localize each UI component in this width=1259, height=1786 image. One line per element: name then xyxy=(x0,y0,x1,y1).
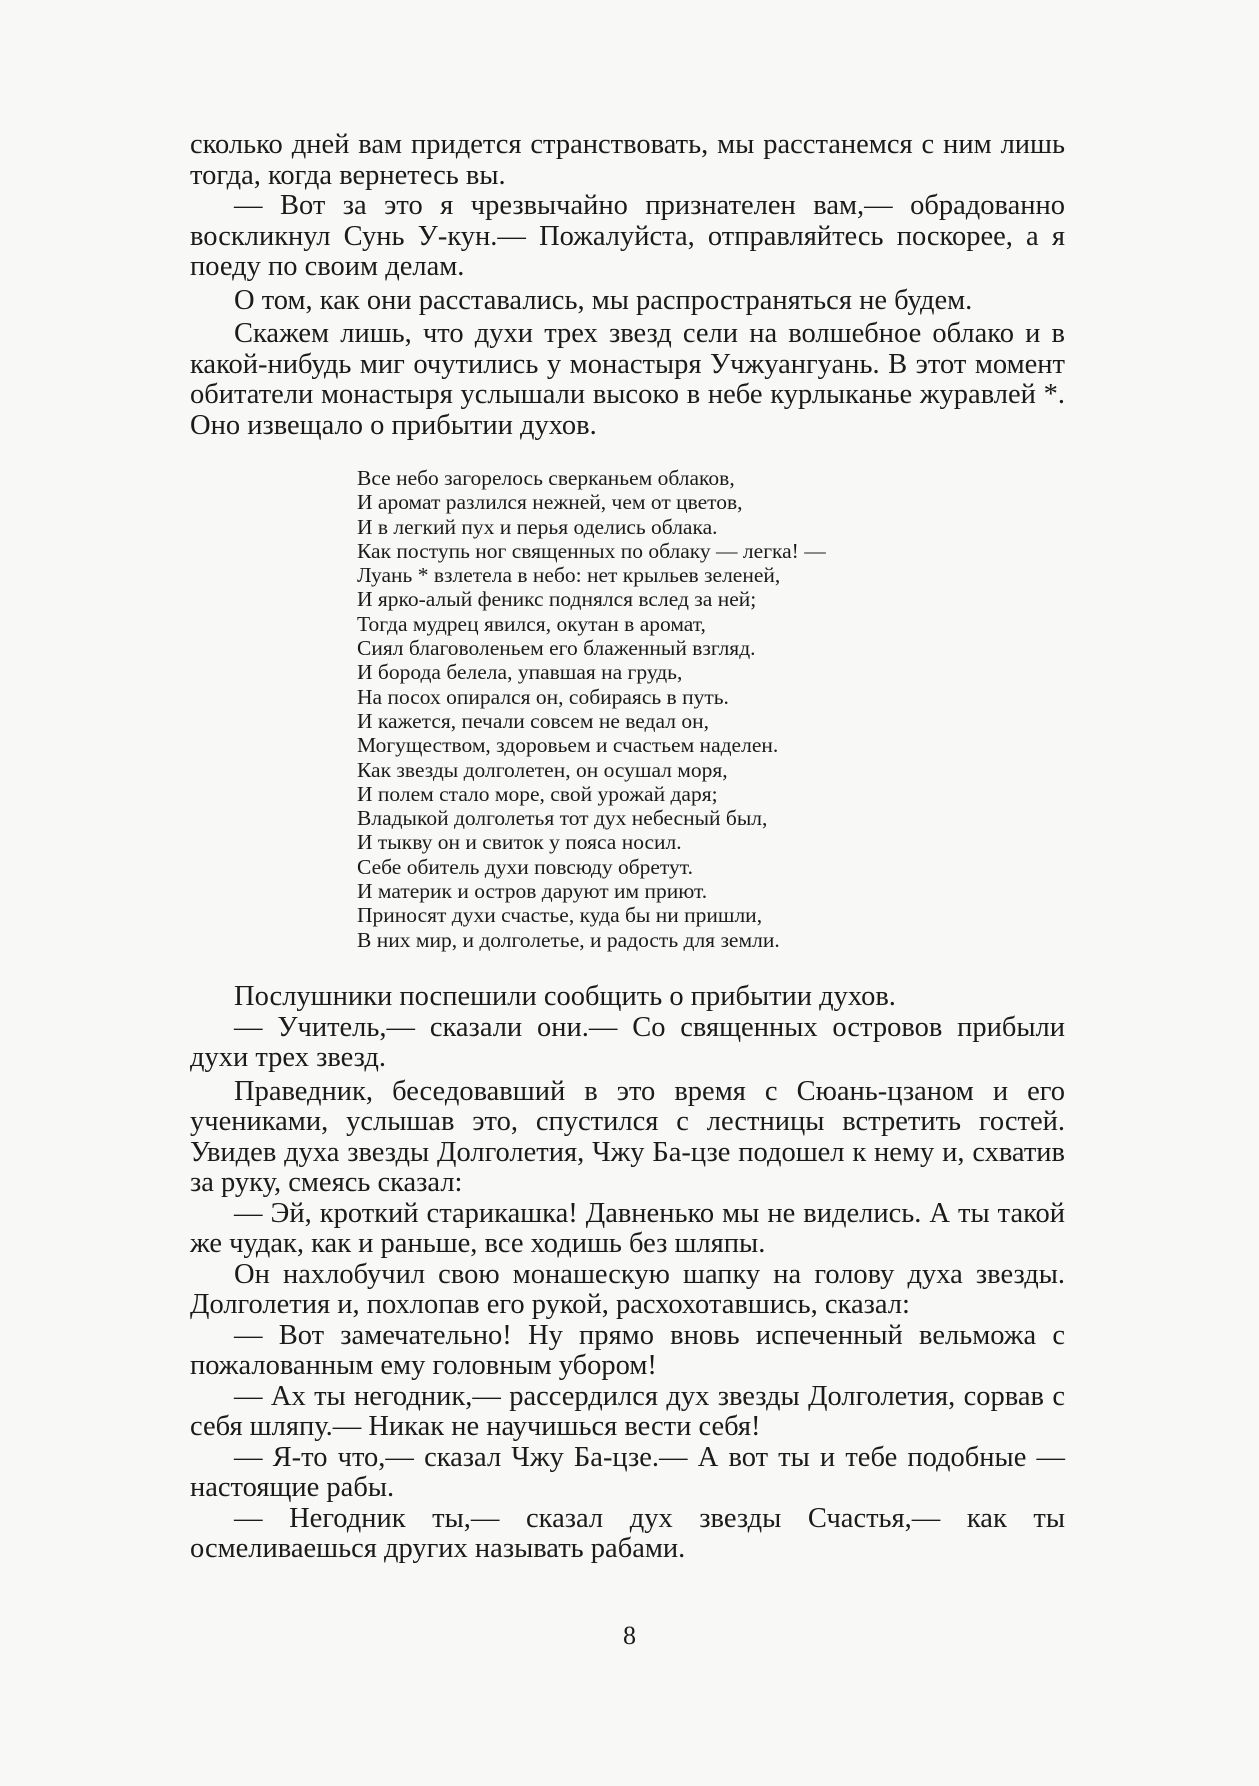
paragraph: — Негодник ты,— сказал дух звезды Счастья,— как ты осмеливаешься других называть рабами. xyxy=(190,1502,1065,1564)
poem-line: И кажется, печали совсем не ведал он, xyxy=(357,708,709,733)
paragraph: — Ах ты негодник,— рассердился дух звезды Долголетия, сорвав с себя шляпу.— Никак не научишься вести себя! xyxy=(190,1380,1065,1442)
poem-line: Все небо загорелось сверканьем облаков, xyxy=(357,466,735,490)
paragraph: Он нахлобучил свою монашескую шапку на голову духа звезды. Долголетия и, похлопав его рукой, расхохотавшись, сказал: xyxy=(190,1258,1065,1320)
paragraph: сколько дней вам придется странствовать, мы расстанемся с ним лишь тогда, когда вернетесь вы. xyxy=(190,129,1065,191)
poem-line: Владыкой долголетья тот дух небесный был, xyxy=(357,806,768,831)
paragraph: — Я-то что,— сказал Чжу Ба-цзе.— А вот ты и тебе подобные — настоящие рабы. xyxy=(190,1441,1065,1503)
poem-line: Как поступь ног священных по облаку — легка! — xyxy=(357,538,826,563)
text-block-bottom xyxy=(190,982,1065,1565)
poem-line: Как звезды долголетен, он осушал моря, xyxy=(357,757,728,782)
text-block-top xyxy=(190,130,1065,441)
paragraph: Скажем лишь, что духи трех звезд сели на волшебное облако и в какой-нибудь миг очутились у монастыря Учжуангуань. В этот момент обитатели монастыря услышали высоко в небе курлыканье журавлей *. Оно извещало о прибытии духов. xyxy=(190,318,1065,441)
poem-line: И тыкву он и свиток у пояса носил. xyxy=(357,830,682,855)
poem-line: Луань * взлетела в небо: нет крыльев зеленей, xyxy=(357,563,781,588)
poem-line: И аромат разлился нежней, чем от цветов, xyxy=(357,490,743,515)
poem-line: И в легкий пух и перья оделись облака. xyxy=(357,514,718,539)
paragraph: Послушники поспешили сообщить о прибытии духов. xyxy=(234,981,896,1012)
paragraph: — Учитель,— сказали они.— Со священных островов прибыли духи трех звезд. xyxy=(190,1011,1065,1073)
poem-line: Приносят духи счастье, куда бы ни пришли, xyxy=(357,903,763,928)
poem xyxy=(357,466,957,952)
poem-line: Тогда мудрец явился, окутан в аромат, xyxy=(357,611,706,636)
poem-line: И ярко-алый феникс поднялся вслед за ней; xyxy=(357,587,757,612)
poem-line: Могуществом, здоровьем и счастьем наделен. xyxy=(357,733,779,758)
poem-line: Себе обитель духи повсюду обретут. xyxy=(357,854,693,879)
poem-line: И полем стало море, свой урожай даря; xyxy=(357,781,718,806)
paragraph: Праведник, беседовавший в это время с Сюань-цзаном и его учениками, услышав это, спустился с лестницы встретить гостей. Увидев духа звезды Долголетия, Чжу Ба-цзе подошел к нему и, схватив за руку, смеясь сказал: xyxy=(190,1075,1065,1198)
poem-line: В них мир, и долголетье, и радость для земли. xyxy=(357,927,780,952)
page-number: 8 xyxy=(623,1621,636,1650)
paragraph: — Эй, кроткий старикашка! Давненько мы не виделись. А ты такой же чудак, как и раньше, все ходишь без шляпы. xyxy=(190,1197,1065,1259)
poem-line: На посох опирался он, собираясь в путь. xyxy=(357,684,729,709)
poem-line: И борода белела, упавшая на грудь, xyxy=(357,660,683,685)
poem-line: И материк и остров даруют им приют. xyxy=(357,879,708,904)
paragraph: — Вот замечательно! Ну прямо вновь испеченный вельможа с пожалованным ему головным убором! xyxy=(190,1319,1065,1381)
paragraph: О том, как они расставались, мы распространяться не будем. xyxy=(234,284,973,316)
poem-line: Сиял благоволеньем его блаженный взгляд. xyxy=(357,636,756,661)
paragraph: — Вот за это я чрезвычайно признателен вам,— обрадованно воскликнул Сунь У-кун.— Пожалуйста, отправляйтесь поскорее, а я поеду по своим делам. xyxy=(190,190,1065,282)
